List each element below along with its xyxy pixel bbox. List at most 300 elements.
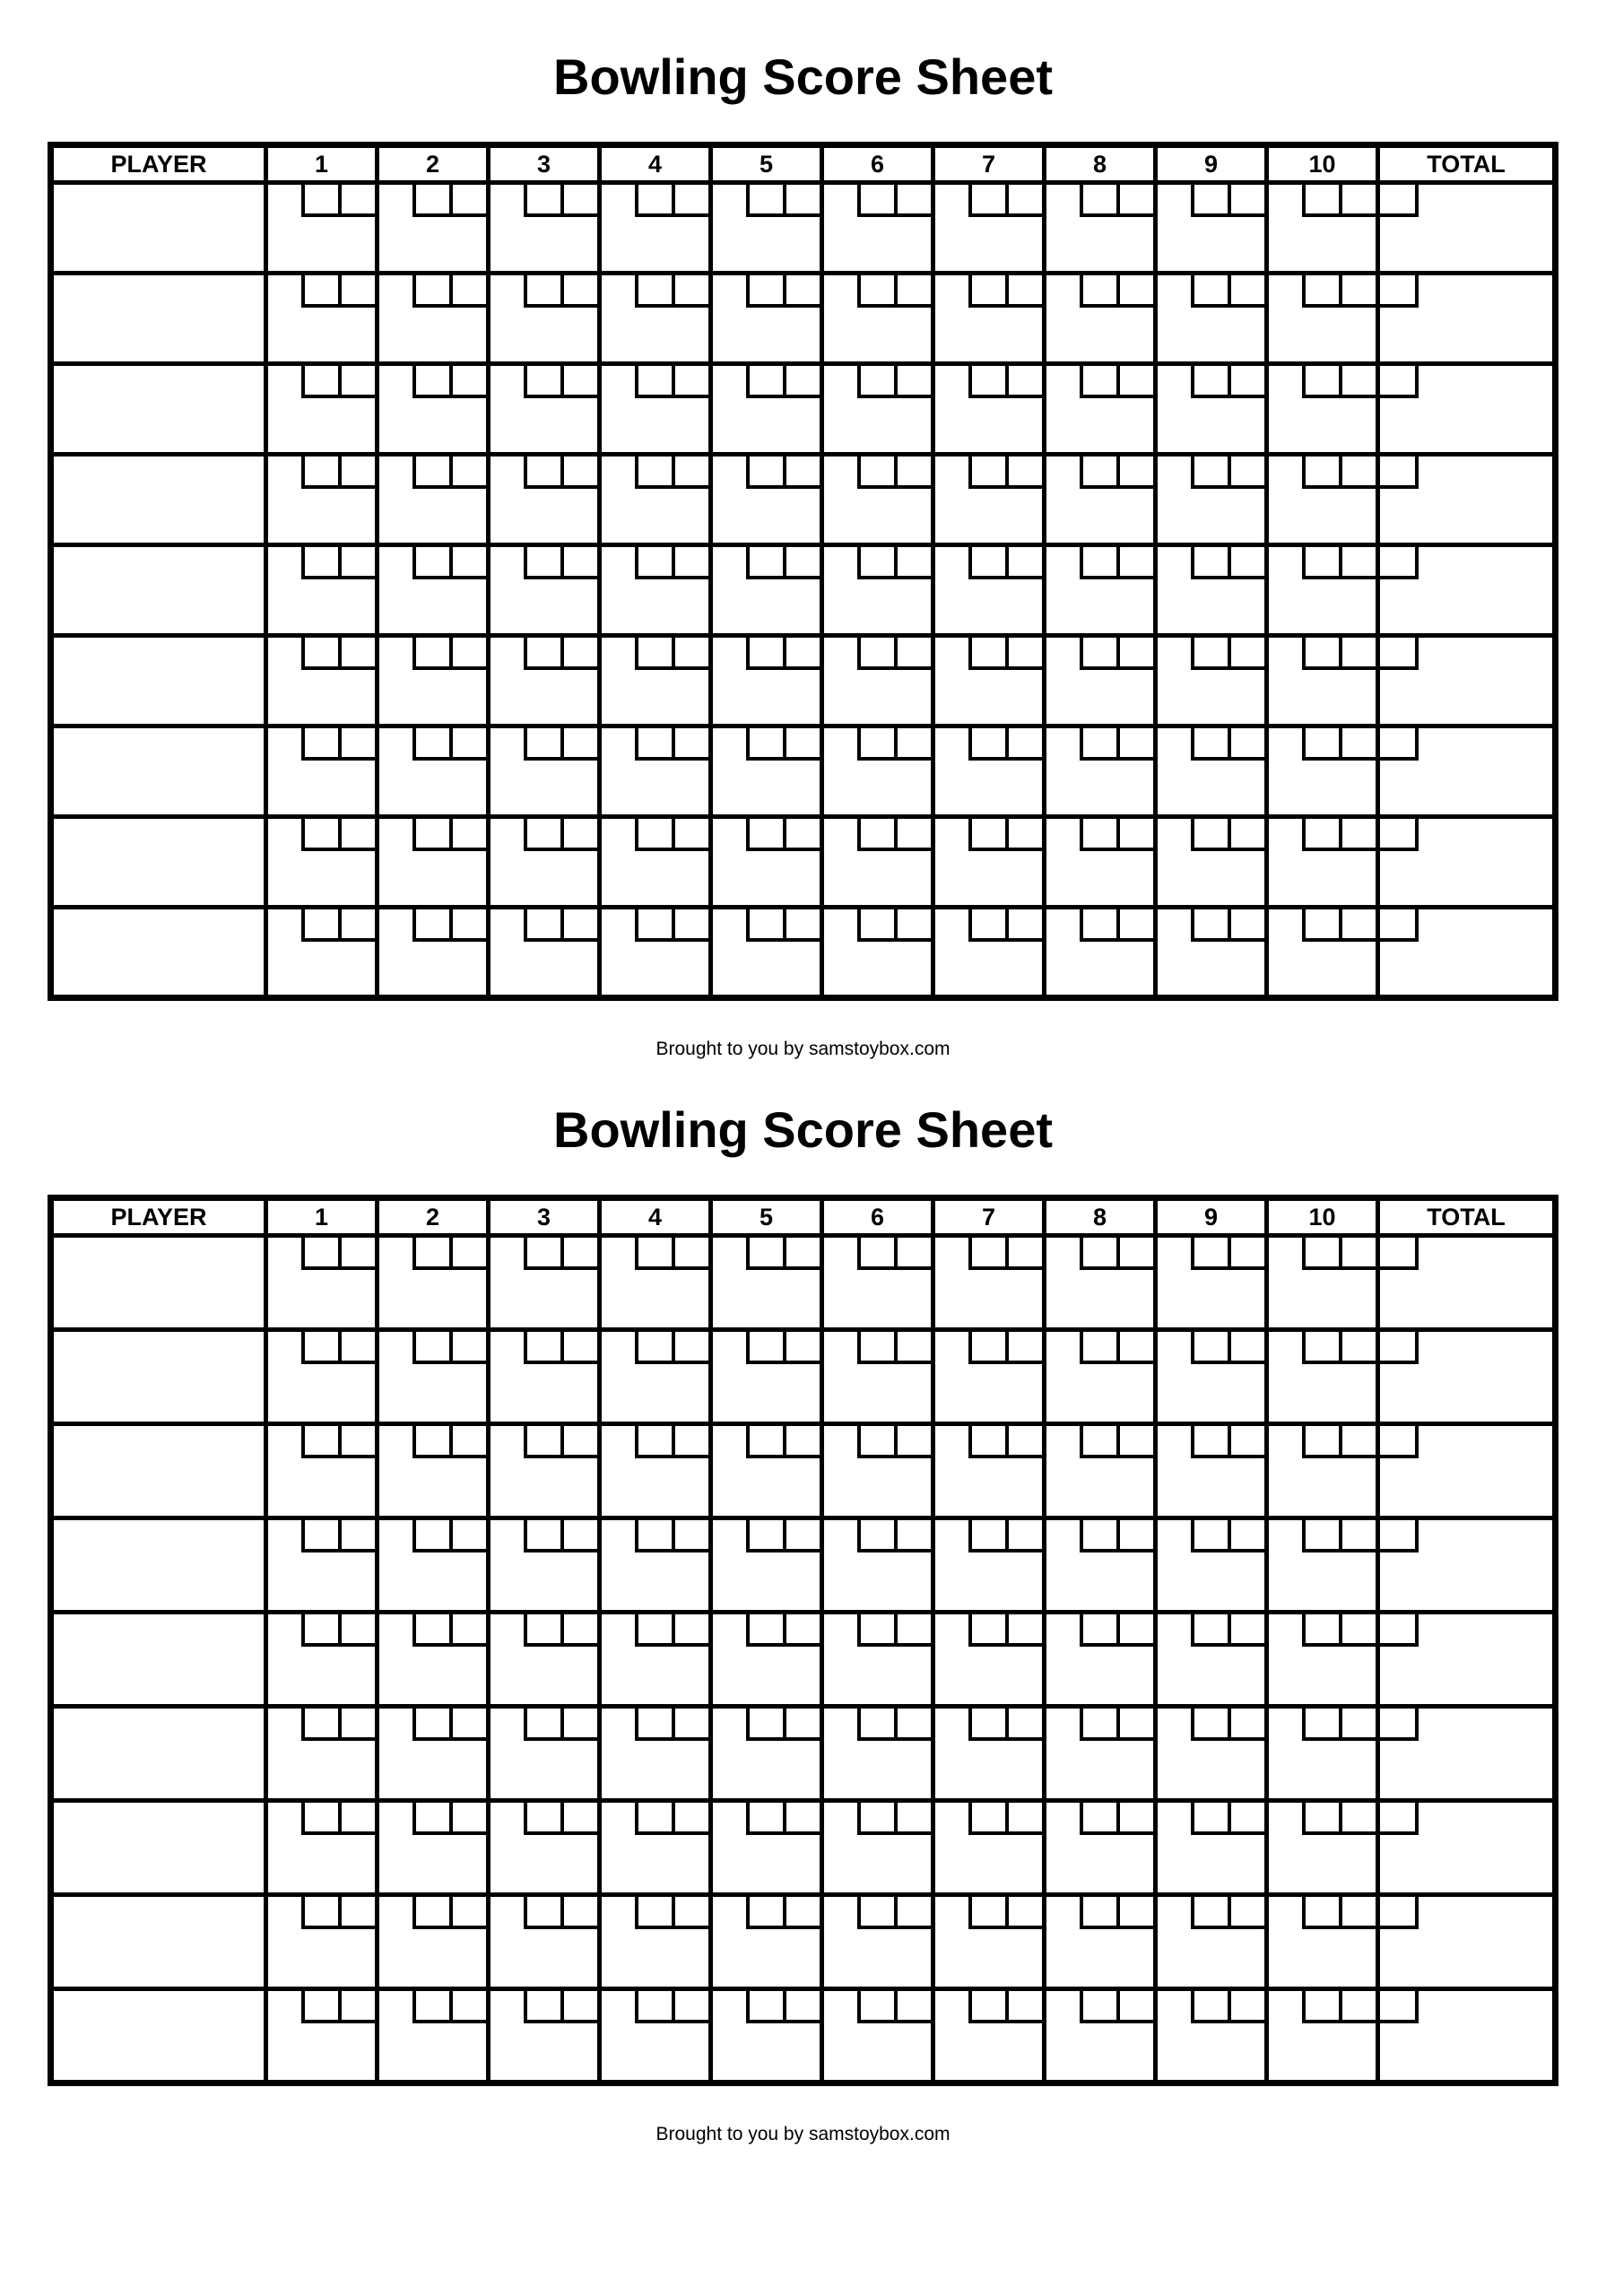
ball-boxes xyxy=(857,1991,931,2023)
player-row xyxy=(51,364,1556,455)
ball-2-box xyxy=(1339,366,1376,398)
ball-1-box xyxy=(746,1426,783,1458)
ball-1-box xyxy=(1191,275,1228,308)
ball-2-box xyxy=(560,1614,597,1647)
frame-cell xyxy=(266,1518,378,1613)
ball-2-box xyxy=(1339,1803,1376,1835)
ball-boxes xyxy=(968,185,1042,217)
ball-2-box xyxy=(672,457,708,489)
ball-1-box xyxy=(412,909,449,942)
frame-cell xyxy=(711,1518,822,1613)
ball-2-box xyxy=(1005,819,1042,851)
ball-1-box xyxy=(746,547,783,579)
ball-2-box xyxy=(1005,185,1042,217)
frame-cell xyxy=(489,1424,600,1518)
total-column-header: TOTAL xyxy=(1378,145,1556,183)
ball-1-box xyxy=(1080,1803,1116,1835)
ball-1-box xyxy=(1302,1426,1339,1458)
ball-1-box xyxy=(635,819,672,851)
player-row xyxy=(51,183,1556,274)
frame-cell xyxy=(600,274,711,364)
ball-2-box xyxy=(894,457,931,489)
ball-1-box xyxy=(635,547,672,579)
ball-boxes xyxy=(857,547,931,579)
ball-2-box xyxy=(1228,275,1264,308)
frame-column-header: 8 xyxy=(1045,1198,1156,1236)
ball-boxes xyxy=(412,909,486,942)
ball-boxes xyxy=(1191,547,1264,579)
ball-1-box xyxy=(635,275,672,308)
frame-column-header: 1 xyxy=(266,1198,378,1236)
frame-column-header: 2 xyxy=(378,145,489,183)
ball-boxes xyxy=(412,1803,486,1835)
ball-1-box xyxy=(1191,457,1228,489)
frame-cell xyxy=(1267,1613,1378,1707)
ball-1-box xyxy=(1302,1520,1339,1552)
frame-cell xyxy=(1156,1518,1267,1613)
frame-cell xyxy=(378,1707,489,1801)
ball-boxes xyxy=(524,1614,597,1647)
total-score-cell xyxy=(1378,817,1556,908)
frame-cell xyxy=(822,1801,933,1895)
ball-1-box xyxy=(857,547,894,579)
ball-1-box xyxy=(635,1897,672,1929)
ball-boxes xyxy=(412,1520,486,1552)
ball-boxes xyxy=(301,1709,375,1741)
ball-2-box xyxy=(1116,547,1153,579)
ball-boxes xyxy=(857,638,931,670)
player-column-header: PLAYER xyxy=(51,145,266,183)
ball-1-box xyxy=(412,638,449,670)
ball-1-box xyxy=(857,1709,894,1741)
ball-boxes xyxy=(635,728,708,761)
ball-boxes xyxy=(968,819,1042,851)
ball-2-box xyxy=(1228,547,1264,579)
ball-1-box xyxy=(524,1520,560,1552)
ball-1-box xyxy=(301,1803,338,1835)
frame-cell xyxy=(600,1801,711,1895)
ball-2-box xyxy=(1005,1709,1042,1741)
frame-cell xyxy=(489,455,600,545)
ball-2-box xyxy=(783,1520,820,1552)
player-row xyxy=(51,1330,1556,1424)
frame-column-header: 5 xyxy=(711,1198,822,1236)
ball-boxes xyxy=(412,275,486,308)
ball-2-box xyxy=(783,1238,820,1270)
ball-1-box xyxy=(968,1426,1005,1458)
ball-1-box xyxy=(857,1520,894,1552)
frame-cell xyxy=(1267,726,1378,817)
ball-1-box xyxy=(1191,728,1228,761)
ball-2-box xyxy=(1005,1614,1042,1647)
frame-cell xyxy=(600,1613,711,1707)
frame-cell xyxy=(822,817,933,908)
ball-boxes xyxy=(301,1238,375,1270)
frame-cell xyxy=(266,1613,378,1707)
frame-cell xyxy=(489,1801,600,1895)
frame-cell xyxy=(600,1518,711,1613)
frame-cell xyxy=(711,1613,822,1707)
player-name-cell xyxy=(51,1236,266,1330)
frame-cell xyxy=(600,726,711,817)
ball-boxes xyxy=(746,185,820,217)
frame-cell xyxy=(822,545,933,636)
ball-1-box xyxy=(635,1709,672,1741)
ball-boxes xyxy=(635,457,708,489)
attribution-text: Brought to you by samstoybox.com xyxy=(655,2124,951,2144)
ball-boxes xyxy=(857,1238,931,1270)
ball-boxes xyxy=(1302,1614,1376,1647)
ball-3-box xyxy=(1380,638,1419,670)
ball-boxes xyxy=(1191,909,1264,942)
ball-2-box xyxy=(894,1991,931,2023)
ball-boxes xyxy=(524,366,597,398)
total-score-cell xyxy=(1378,636,1556,726)
ball-boxes xyxy=(635,1991,708,2023)
ball-2-box xyxy=(449,728,486,761)
ball-1-box xyxy=(968,728,1005,761)
frame-column-header: 7 xyxy=(933,145,1045,183)
ball-2-box xyxy=(560,275,597,308)
ball-1-box xyxy=(746,457,783,489)
ball-2-box xyxy=(338,1897,375,1929)
ball-1-box xyxy=(1191,819,1228,851)
ball-boxes xyxy=(524,728,597,761)
ball-1-box xyxy=(746,1991,783,2023)
frame-cell xyxy=(378,817,489,908)
player-name-cell xyxy=(51,1424,266,1518)
ball-1-box xyxy=(412,819,449,851)
header-row xyxy=(51,145,1556,183)
ball-boxes xyxy=(412,366,486,398)
frame-cell xyxy=(489,1236,600,1330)
ball-boxes xyxy=(1080,275,1153,308)
ball-2-box xyxy=(338,819,375,851)
ball-1-box xyxy=(412,1238,449,1270)
player-name-cell xyxy=(51,726,266,817)
ball-boxes xyxy=(746,1709,820,1741)
ball-boxes xyxy=(1080,1897,1153,1929)
ball-2-box xyxy=(449,366,486,398)
frame-cell xyxy=(711,455,822,545)
ball-1-box xyxy=(746,1803,783,1835)
frame-cell xyxy=(933,274,1045,364)
ball-1-box xyxy=(746,909,783,942)
frame-cell xyxy=(933,455,1045,545)
frame-cell xyxy=(1267,908,1378,998)
frame-cell xyxy=(822,1424,933,1518)
score-sheet-1 xyxy=(0,0,1606,1060)
ball-2-box xyxy=(783,547,820,579)
ball-boxes xyxy=(968,728,1042,761)
ball-1-box xyxy=(412,1803,449,1835)
ball-2-box xyxy=(338,1991,375,2023)
ball-1-box xyxy=(301,909,338,942)
frame-cell xyxy=(378,364,489,455)
ball-1-box xyxy=(968,366,1005,398)
ball-2-box xyxy=(1005,275,1042,308)
ball-boxes xyxy=(857,1897,931,1929)
ball-2-box xyxy=(338,185,375,217)
frame-cell xyxy=(489,726,600,817)
player-column-header: PLAYER xyxy=(51,1198,266,1236)
frame-cell xyxy=(711,1236,822,1330)
ball-boxes xyxy=(301,728,375,761)
ball-1-box xyxy=(1191,1709,1228,1741)
frame-cell xyxy=(600,1707,711,1801)
ball-1-box xyxy=(635,366,672,398)
ball-boxes xyxy=(857,366,931,398)
ball-2-box xyxy=(560,1803,597,1835)
frame-cell xyxy=(489,1895,600,1989)
ball-1-box xyxy=(968,1709,1005,1741)
ball-1-box xyxy=(1191,1614,1228,1647)
ball-2-box xyxy=(1339,1520,1376,1552)
ball-1-box xyxy=(968,1803,1005,1835)
ball-1-box xyxy=(746,1614,783,1647)
ball-2-box xyxy=(1116,457,1153,489)
total-score-cell xyxy=(1378,1801,1556,1895)
ball-2-box xyxy=(338,1803,375,1835)
ball-1-box xyxy=(1302,1991,1339,2023)
ball-2-box xyxy=(894,1332,931,1364)
frame-cell xyxy=(933,1518,1045,1613)
ball-2-box xyxy=(783,819,820,851)
ball-2-box xyxy=(338,1238,375,1270)
ball-boxes xyxy=(968,547,1042,579)
ball-1-box xyxy=(524,1897,560,1929)
ball-2-box xyxy=(783,366,820,398)
ball-2-box xyxy=(672,275,708,308)
ball-2-box xyxy=(1116,1897,1153,1929)
ball-boxes xyxy=(746,457,820,489)
ball-1-box xyxy=(635,1238,672,1270)
ball-1-box xyxy=(635,638,672,670)
frame-column-header: 4 xyxy=(600,145,711,183)
ball-2-box xyxy=(1228,1709,1264,1741)
total-score-cell xyxy=(1378,364,1556,455)
ball-1-box xyxy=(968,1520,1005,1552)
ball-2-box xyxy=(560,366,597,398)
frame-cell xyxy=(1156,908,1267,998)
ball-boxes xyxy=(857,1709,931,1741)
score-sheet-2 xyxy=(0,1101,1606,2145)
total-score-cell xyxy=(1378,455,1556,545)
ball-2-box xyxy=(338,1426,375,1458)
ball-boxes xyxy=(524,1991,597,2023)
ball-boxes xyxy=(968,1897,1042,1929)
ball-3-box xyxy=(1380,819,1419,851)
ball-2-box xyxy=(338,457,375,489)
frame-cell xyxy=(266,1801,378,1895)
ball-1-box xyxy=(968,819,1005,851)
ball-1-box xyxy=(1191,547,1228,579)
player-row xyxy=(51,1989,1556,2083)
ball-3-box xyxy=(1380,1426,1419,1458)
frame-cell xyxy=(1045,1330,1156,1424)
ball-boxes xyxy=(635,275,708,308)
frame-cell xyxy=(266,183,378,274)
ball-boxes xyxy=(412,1991,486,2023)
frame-cell xyxy=(711,726,822,817)
ball-boxes xyxy=(635,1332,708,1364)
frame-cell xyxy=(1156,1330,1267,1424)
frame-cell xyxy=(711,1801,822,1895)
ball-1-box xyxy=(301,638,338,670)
total-score-cell xyxy=(1378,1518,1556,1613)
player-row xyxy=(51,817,1556,908)
frame-cell xyxy=(378,1801,489,1895)
ball-1-box xyxy=(412,185,449,217)
frame-cell xyxy=(600,183,711,274)
ball-boxes xyxy=(1191,1426,1264,1458)
frame-cell xyxy=(1156,1424,1267,1518)
ball-2-box xyxy=(1339,275,1376,308)
ball-2-box xyxy=(1228,1520,1264,1552)
ball-boxes xyxy=(857,1803,931,1835)
ball-1-box xyxy=(746,1709,783,1741)
ball-boxes xyxy=(1191,1238,1264,1270)
ball-2-box xyxy=(449,909,486,942)
frame-cell xyxy=(266,364,378,455)
ball-3-box xyxy=(1380,1332,1419,1364)
ball-boxes xyxy=(968,366,1042,398)
ball-boxes xyxy=(1302,728,1376,761)
ball-2-box xyxy=(1116,1238,1153,1270)
frame-cell xyxy=(378,726,489,817)
ball-boxes xyxy=(412,547,486,579)
ball-3-box xyxy=(1380,909,1419,942)
ball-2-box xyxy=(672,1897,708,1929)
ball-boxes xyxy=(524,457,597,489)
frame-cell xyxy=(711,364,822,455)
frame-cell xyxy=(1156,364,1267,455)
frame-cell xyxy=(711,1424,822,1518)
ball-2-box xyxy=(1116,1332,1153,1364)
ball-boxes xyxy=(1302,1426,1376,1458)
ball-boxes xyxy=(968,1803,1042,1835)
ball-1-box xyxy=(968,1897,1005,1929)
frame-cell xyxy=(1267,1330,1378,1424)
ball-boxes xyxy=(746,1614,820,1647)
sheet-title: Bowling Score Sheet xyxy=(553,1101,1053,1158)
frame-cell xyxy=(822,364,933,455)
frame-cell xyxy=(489,1330,600,1424)
frame-cell xyxy=(600,636,711,726)
ball-boxes xyxy=(1302,1238,1376,1270)
frame-cell xyxy=(822,1613,933,1707)
ball-1-box xyxy=(1080,1709,1116,1741)
ball-1-box xyxy=(412,728,449,761)
ball-2-box xyxy=(338,638,375,670)
frame-cell xyxy=(378,1895,489,1989)
ball-1-box xyxy=(746,1332,783,1364)
ball-2-box xyxy=(672,1991,708,2023)
ball-2-box xyxy=(672,1709,708,1741)
ball-boxes xyxy=(301,1991,375,2023)
frame-cell xyxy=(822,183,933,274)
ball-3-box xyxy=(1380,366,1419,398)
ball-boxes xyxy=(1080,1614,1153,1647)
ball-1-box xyxy=(412,1614,449,1647)
ball-1-box xyxy=(1302,1238,1339,1270)
frame-cell xyxy=(711,545,822,636)
frame-cell xyxy=(1267,1518,1378,1613)
ball-1-box xyxy=(301,1426,338,1458)
ball-2-box xyxy=(1116,638,1153,670)
frame-cell xyxy=(489,908,600,998)
frame-cell xyxy=(378,1330,489,1424)
ball-2-box xyxy=(449,275,486,308)
ball-boxes xyxy=(968,1520,1042,1552)
ball-2-box xyxy=(672,909,708,942)
ball-2-box xyxy=(783,728,820,761)
frame-cell xyxy=(1045,1801,1156,1895)
ball-2-box xyxy=(1339,1332,1376,1364)
ball-2-box xyxy=(1339,1238,1376,1270)
frame-cell xyxy=(822,908,933,998)
frame-column-header: 8 xyxy=(1045,145,1156,183)
frame-column-header: 6 xyxy=(822,1198,933,1236)
frame-cell xyxy=(933,1895,1045,1989)
ball-boxes xyxy=(1191,457,1264,489)
ball-1-box xyxy=(301,1520,338,1552)
frame-cell xyxy=(1267,1236,1378,1330)
player-name-cell xyxy=(51,274,266,364)
ball-boxes xyxy=(635,1520,708,1552)
player-row xyxy=(51,1518,1556,1613)
ball-boxes xyxy=(301,819,375,851)
score-table xyxy=(48,1195,1558,2086)
ball-2-box xyxy=(1116,819,1153,851)
ball-2-box xyxy=(1005,1991,1042,2023)
ball-3-box xyxy=(1380,1520,1419,1552)
ball-boxes xyxy=(635,1238,708,1270)
ball-3-box xyxy=(1380,1238,1419,1270)
ball-2-box xyxy=(1228,1238,1264,1270)
ball-boxes xyxy=(524,1426,597,1458)
ball-2-box xyxy=(894,1520,931,1552)
ball-2-box xyxy=(560,819,597,851)
ball-2-box xyxy=(672,1238,708,1270)
ball-boxes xyxy=(968,275,1042,308)
ball-1-box xyxy=(968,1614,1005,1647)
ball-1-box xyxy=(1191,1991,1228,2023)
ball-boxes xyxy=(857,1332,931,1364)
ball-1-box xyxy=(1191,1897,1228,1929)
ball-2-box xyxy=(672,728,708,761)
frame-cell xyxy=(1156,455,1267,545)
ball-boxes xyxy=(746,638,820,670)
frame-column-header: 6 xyxy=(822,145,933,183)
frame-column-header: 7 xyxy=(933,1198,1045,1236)
frame-cell xyxy=(822,1330,933,1424)
ball-2-box xyxy=(672,366,708,398)
ball-boxes xyxy=(1080,638,1153,670)
ball-1-box xyxy=(1302,819,1339,851)
ball-2-box xyxy=(1116,909,1153,942)
ball-2-box xyxy=(1339,909,1376,942)
frame-cell xyxy=(378,183,489,274)
ball-2-box xyxy=(1228,1332,1264,1364)
ball-2-box xyxy=(672,185,708,217)
ball-boxes xyxy=(1302,819,1376,851)
player-row xyxy=(51,545,1556,636)
ball-2-box xyxy=(894,547,931,579)
ball-1-box xyxy=(412,1426,449,1458)
ball-1-box xyxy=(301,275,338,308)
frame-cell xyxy=(1267,274,1378,364)
